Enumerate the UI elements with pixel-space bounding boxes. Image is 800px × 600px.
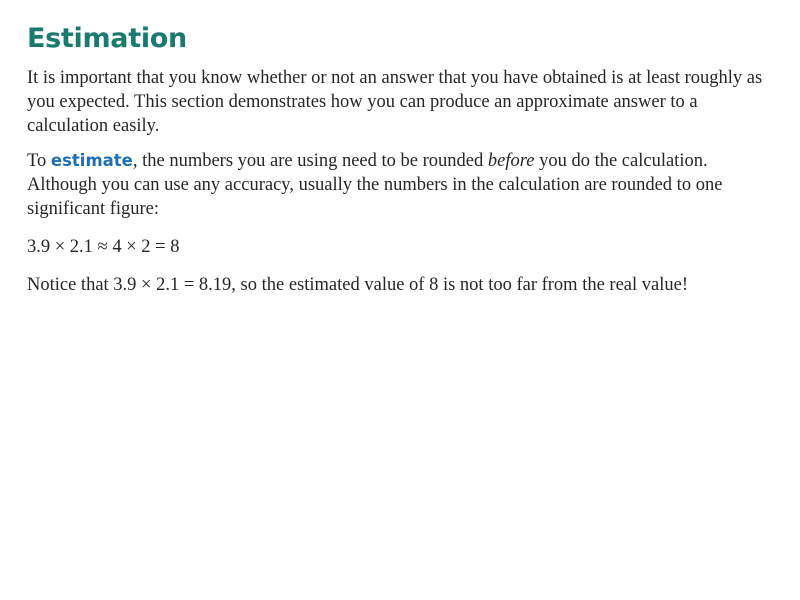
key-term-estimate: estimate [50,151,133,170]
estimate-paragraph [27,149,776,221]
estimate-text-middle: , the numbers you are using need to be rounded [132,151,488,171]
example-calculation: 3.9 × 2.1 ≈ 4 × 2 = 8 [27,237,180,257]
estimate-text-after: you do the calculation. Although you can use any accuracy, usually the numbers in the calculation are rounded to one significant figure: [27,151,723,219]
intro-paragraph: It is important that you know whether or not an answer that you have obtained is at least roughly as you expected. This section demonstrates how you can produce an approximate answer to a calculation easily. [27,68,763,136]
estimate-text-before: To [27,151,51,171]
notice-paragraph: Notice that 3.9 × 2.1 = 8.19, so the estimated value of 8 is not too far from the real value! [27,275,688,295]
section-title: Estimation [27,23,187,54]
emphasis-before: before [487,151,535,171]
